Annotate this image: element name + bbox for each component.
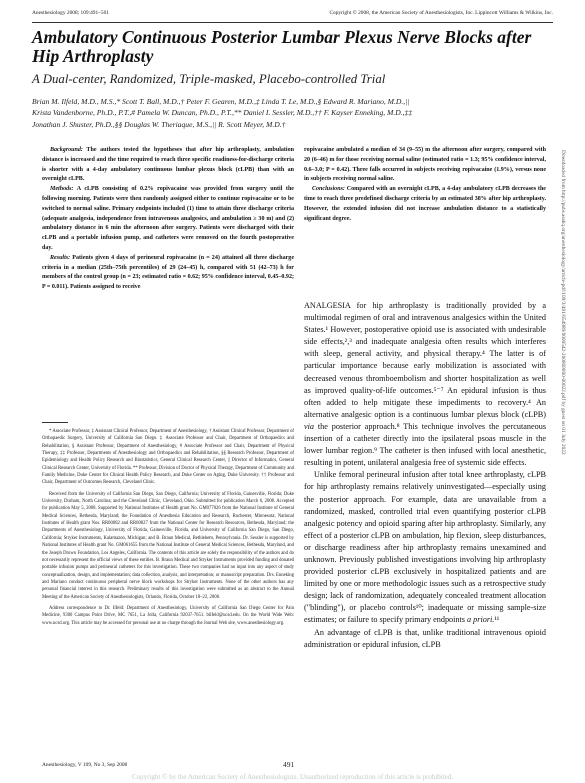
body-paragraph [304, 300, 546, 469]
conclusions-text: Compared with an overnight cLPB, a 4-day ambulatory cLPB decreases the time to reach three predefined discharge criteria by an estimated 38% after hip arthroplasty. However, the extended infusion did not increase ambulation distance to a statistically significant degree. [304, 186, 546, 222]
article-subtitle: A Dual-center, Randomized, Triple-masked, Placebo-controlled Trial [32, 72, 386, 86]
author-line: Jonathan J. Shuster, Ph.D.,§§ Douglas W. Theriaque, M.S.,|| R. Scott Meyer, M.D.† [32, 119, 286, 129]
background-label: Background: [50, 147, 83, 153]
body-text: ¹¹ [494, 615, 500, 625]
body-text: Unlike femoral perineural infusion after total knee arthroplasty, cLPB for hip arthroplasty remains relatively uninvestigated—especially using the posterior approach. For example, data are unavailable from a randomized, masked, controlled trial even quantifying posterior cLPB analgesic potency and opioid sparing after hip arthroplasty. Similarly, any effect of a posterior cLPB on ambulation, hip flexion, sleep disturbances, or discharge readiness after hip arthroplasty remains unexamined and unknown. Previously published investigations involving hip arthroplasty provided posterior cLPB exclusively in hospitalized patients and are limited by one or more methodologic issues such as a retrospective study design; lack of randomization, adequately concealed treatment allocation ("blinding"), or placebo controls¹⁰; inadequate or missing sample-size estimates; or failure to specify primary endpoints [304, 470, 546, 625]
conclusions-label: Conclusions: [312, 186, 345, 193]
author-line: Krista Vandenborne, Ph.D., P.T.,# Pamela W. Duncan, Ph.D., P.T.,** Daniel I. Sessler, M.D.,†† F. Kayser Enneking, M.D.,‡‡ [32, 108, 413, 118]
footnote-funding: Received from the University of California San Diego, San Diego, California; University of Florida, Gainesville, Florida; Duke University, Durham, North Carolina; and the Cleveland Clinic, Cleveland, Ohio. Submitted for publication March 6, 2008. Accepted for publication May 5, 2008. Supported by National Institutes of Health grant No. GM077026 from the National Institute of General Medical Sciences, Bethesda, Maryland; the Foundation of Anesthesia Education and Research, Rochester, Minnesota; National Institutes of Health grant Nos. RR00082 and RR00827 from the National Center for Research Resources, Bethesda, Maryland; the Departments of Anesthesiology, University of Florida, Gainesville, Florida, and University of California San Diego, San Diego, California; Stryker Instruments, Kalamazoo, Michigan; and B. Braun Medical, Bethlehem, Pennsylvania. Dr. Sessler is supported by National Institutes of Health grant No. GM061655 from the National Institute of General Medical Sciences, Bethesda, Maryland, and the Joseph Drown Foundation, Los Angeles, California. The contents of this article are solely the responsibility of the authors and do not necessarily represent the official views of these entities. B. Braun Medical and Stryker Instruments provided funding and donated portable infusion pumps and perineural catheters for this investigation. These two companies had no input into any aspect of study conceptualization, design, and implementation; data collection, analysis, and interpretation; or manuscript preparation. Drs. Enneking and Mariano conduct continuous peripheral nerve block workshops for Stryker Instruments. None of the other authors has any personal financial interest in this research. Preliminary results of this investigation were submitted as an abstract to the Annual Meeting of the American Society of Anesthesiologists, Orlando, Florida, October 18–22, 2008. [42, 491, 294, 600]
footer-citation: Anesthesiology, V 109, No 3, Sep 2008 [42, 762, 128, 768]
download-notice-text: Downloaded from http://pubs.asahq.org/anesthesiology/article-pdf/109/3/491/654989/0000542-200809000-00022.pdf by guest on 01 July 2022 [560, 150, 566, 455]
abstract-left-column [42, 146, 294, 293]
body-text: ANALGESIA for hip arthroplasty is traditionally provided by a multimodal regimen of oral and intravenous analgesics within the United States.¹ However, postoperative opioid use is associated with undesirable side effects,²,³ and inadequate analgesia often results which interferes with sleep, general activity, and physical therapy.⁴ The latter is of particular importance because early mobilization is associated with decreased venous thromboembolism and shorter hospitalization as well as improved quality-of-life outcomes.⁵⁻⁷ An epidural infusion is thus often added to help mitigate these impediments to recovery.⁴ An alternative analgesic option is a continuous lumbar plexus block (cLPB) [304, 301, 546, 419]
body-paragraph: An advantage of cLPB is that, unlike traditional intravenous opioid administration or epidural infusion, cLPB [304, 627, 546, 649]
article-title: Ambulatory Continuous Posterior Lumbar Plexus Nerve Blocks after Hip Arthroplasty [32, 27, 532, 66]
abstract-right-column [304, 146, 546, 224]
body-text: the posterior approach.⁸ This technique involves the percutaneous insertion of a catheter directly into the ipsilateral psoas muscle in the lower lumbar region.⁹ The catheter is then infused with local anesthetic, resulting in potent, unilateral analgesia free of systemic side effects. [304, 421, 547, 468]
body-paragraph [304, 469, 546, 626]
copyright-line: Copyright © 2008, the American Society of Anesthesiologists, Inc. Lippincott Williams & Wilkins, Inc. [329, 10, 553, 16]
body-italic: via [304, 421, 315, 431]
download-notice [556, 150, 566, 610]
body-italic: a priori. [467, 615, 495, 625]
abstract-background [42, 146, 294, 185]
author-line: Brian M. Ilfeld, M.D., M.S.,* Scott T. Ball, M.D.,† Peter F. Gearen, M.D.,‡ Linda T. Le, M.D.,§ Edward R. Mariano, M.D.,|| [32, 97, 410, 106]
abstract-results [42, 254, 294, 293]
footnote-affiliations: * Associate Professor, ‡ Assistant Clinical Professor, Department of Anesthesiology, † Assistant Clinical Professor, Department of Orthopaedic Surgery, University of California San Diego. ‡ Associate Professor and Chair, Department of Orthopaedics and Rehabilitation, § Assistant Professor, Department of Anesthesiology, # Associate Professor and Chair, Department of Physical Therapy, ‡‡ Professor, Departments of Anesthesiology and Orthopaedics and Rehabilitation, §§ Research Professor, Department of Epidemiology and Health Policy Research and Biostatistics, General Clinical Research Center, || Director of Informatics, General Clinical Research Center, University of Florida. ** Professor, Division of Doctor of Physical Therapy, Department of Community and Family Medicine, Duke Center for Clinical Health Policy Research, and Duke Center on Aging, Duke University. †† Professor and Chair, Department of Outcomes Research, Cleveland Clinic. [42, 429, 294, 486]
results-label: Results: [50, 254, 71, 261]
copyright-watermark: Copyright © by the American Society of Anesthesiologists. Unauthorized reproduction of this article is prohibited. [131, 773, 454, 781]
background-text: The authors tested the hypotheses that after hip arthroplasty, ambulation distance is increased and the time required to reach three specific readiness-for-discharge criteria is shorter with a 4-day ambulatory continuous lumbar plexus block (cLPB) than with an overnight cLPB. [42, 147, 295, 183]
results-text: Patients given 4 days of perineural ropivacaine (n = 24) attained all three discharge criteria in a median (25th–75th percentiles) of 29 (24–45) h, compared with 51 (42–73) h for members of the control group (n = 23; estimated ratio = 0.62; 95% confidence interval, 0.45–0.92; P = 0.011). Patients assigned to receive [42, 254, 294, 291]
footnote-correspondence: Address correspondence to Dr. Ilfeld: Department of Anesthesiology, University of California San Diego Center for Pain Medicine, 9300 Campus Point Drive, MC 7651, La Jolla, California 92037-7651. bilfeld@ucsd.edu. On the World Wide Web: www.ucsd.org. This article may be accessed for personal use at no charge through the Journal Web site, www.anesthesiology.org. [42, 605, 294, 626]
abstract-methods [42, 185, 294, 254]
footnotes [42, 428, 294, 631]
abstract-results-continued: ropivacaine ambulated a median of 34 (9–55) m the afternoon after surgery, compared with 20 (6–46) m for those receiving normal saline (estimated ratio = 1.3; 95% confidence interval, 0.6–3.0; P = 0.42). Three falls occurred in subjects receiving ropivacaine (1.9%), versus none in subjects receiving normal saline. [304, 147, 546, 183]
footnote-rule [42, 422, 68, 423]
journal-citation: Anesthesiology 2008; 109:491–501 [32, 10, 109, 16]
header-rule [32, 22, 553, 23]
methods-label: Methods: [50, 186, 74, 193]
methods-text: A cLPB consisting of 0.2% ropivacaine was provided from surgery until the following morning. Patients were then randomly assigned either to continue ropivacaine or to be switched to normal saline. Primary endpoints included (1) time to attain three discharge criteria (adequate analgesia, independence from intravenous analgesics, and ambulation ≥ 30 m) and (2) ambulatory distance in 6 min the afternoon after surgery. Patients were discharged with their cLPB and a portable infusion pump, and catheters were removed on the fourth postoperative day. [42, 186, 294, 251]
abstract-conclusions [304, 185, 546, 224]
author-list [32, 96, 552, 130]
body-text-column [304, 300, 546, 651]
page-number: 491 [283, 760, 295, 769]
